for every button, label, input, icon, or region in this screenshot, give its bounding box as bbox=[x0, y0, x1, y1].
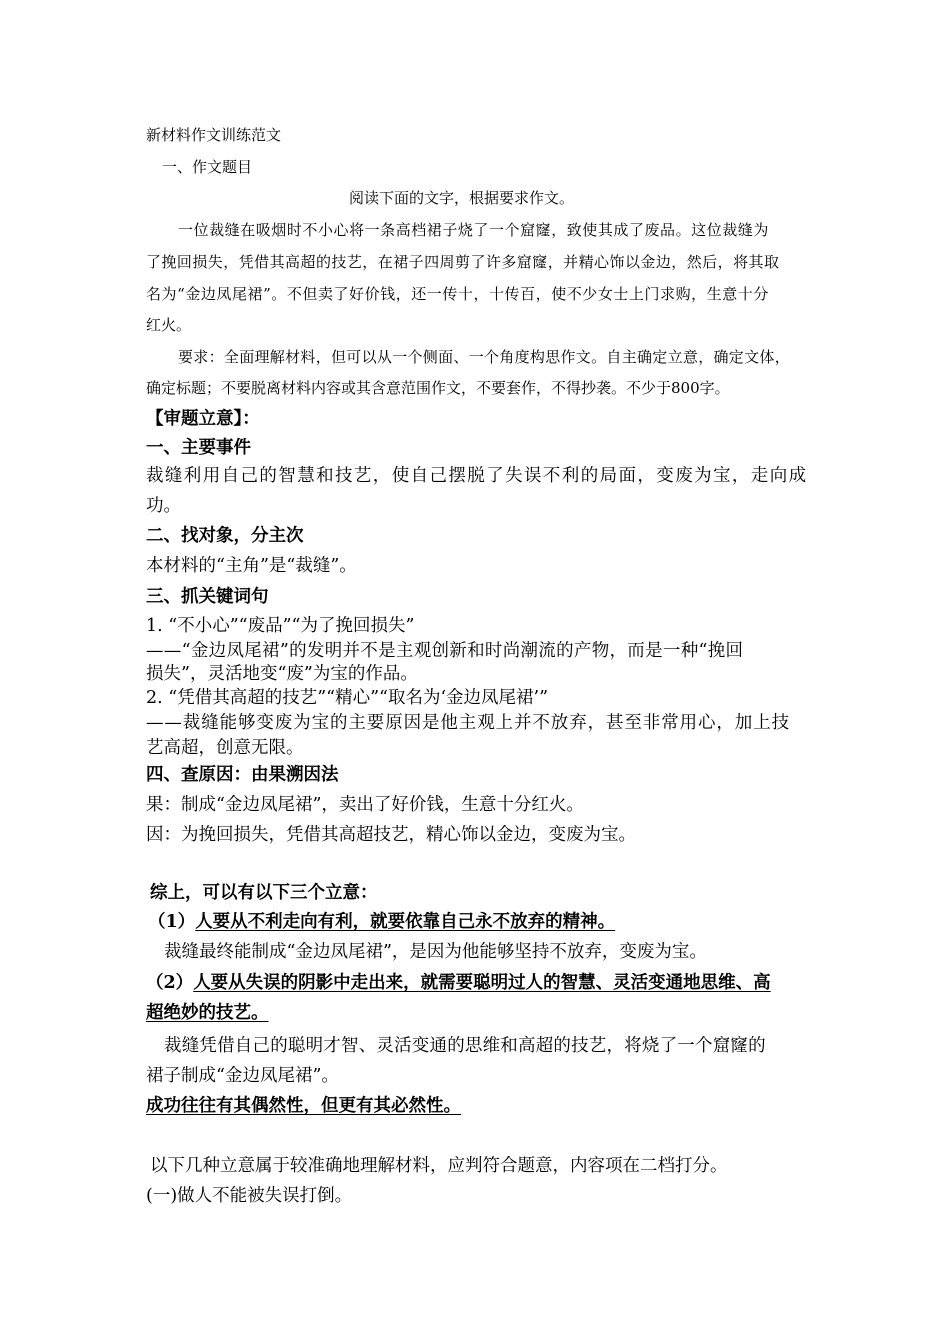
list-item-1: (一)做人不能被失误打倒。 bbox=[146, 1186, 353, 1206]
find-object-text: 本材料的“主角”是“裁缝”。 bbox=[146, 556, 357, 576]
cause-line: 因：为挽回损失，凭借其高超技艺，精心饰以金边，变废为宝。 bbox=[146, 825, 636, 845]
idea-1-prefix: （1） bbox=[148, 912, 196, 932]
idea-2-explanation-line-1: 裁缝凭借自己的聪明才智、灵活变通的思维和高超的技艺，将烧了一个窟窿的 bbox=[164, 1036, 766, 1056]
summary-heading: 综上，可以有以下三个立意： bbox=[150, 883, 378, 903]
idea-2-line-2 bbox=[146, 1005, 287, 1023]
idea-2-prefix: （2） bbox=[146, 973, 194, 993]
idea-3-text: 成功往往有其偶然性，但更有其必然性。 bbox=[146, 1096, 461, 1116]
grading-note: 以下几种立意属于较准确地理解材料，应判符合题意，内容项在二档打分。 bbox=[150, 1156, 728, 1176]
keyword-1: 1. “不小心”“废品”“为了挽回损失” bbox=[146, 616, 415, 636]
main-event-heading: 一、主要事件 bbox=[146, 438, 251, 458]
find-object-heading: 二、找对象，分主次 bbox=[146, 526, 304, 546]
idea-1-explanation: 裁缝最终能制成“金边凤尾裙”，是因为他能够坚持不放弃，变废为宝。 bbox=[164, 942, 707, 962]
keyword-1-explanation-line-1: ——“金边凤尾裙”的发明并不是主观创新和时尚潮流的产物，而是一种“挽回 bbox=[146, 641, 744, 661]
document-title: 新材料作文训练范文 bbox=[146, 126, 282, 144]
main-event-text-line-1: 裁缝利用自己的智慧和技艺，使自己摆脱了失误不利的局面，变废为宝，走向成 bbox=[146, 466, 808, 486]
keyword-1-explanation-line-2: 损失”，灵活地变“废”为宝的作品。 bbox=[146, 664, 418, 684]
effect-line: 果：制成“金边凤尾裙”，卖出了好价钱，生意十分红火。 bbox=[146, 795, 584, 815]
requirements-line-1: 要求：全面理解材料，但可以从一个侧面、一个角度构思作文。自主确定立意，确定文体， bbox=[178, 348, 791, 366]
requirements-line-2: 确定标题；不要脱离材料内容或其含意范围作文，不要套作，不得抄袭。不少于800字。 bbox=[146, 379, 730, 397]
section-heading-essay-topic: 一、作文题目 bbox=[162, 158, 253, 176]
idea-1 bbox=[148, 914, 633, 932]
keywords-heading: 三、抓关键词句 bbox=[146, 587, 269, 607]
idea-2-text-line-2: 超绝妙的技艺。 bbox=[146, 1003, 269, 1023]
analysis-heading: 【审题立意】： bbox=[146, 409, 260, 429]
idea-3 bbox=[146, 1098, 467, 1116]
idea-1-text: 人要从不利走向有利，就要依靠自己永不放弃的精神。 bbox=[195, 912, 616, 932]
idea-2-line-1 bbox=[146, 975, 771, 993]
keyword-2-explanation-line-1: ——裁缝能够变废为宝的主要原因是他主观上并不放弃，甚至非常用心，加上技 bbox=[146, 713, 790, 733]
material-line-2: 了挽回损失，凭借其高超的技艺，在裙子四周剪了许多窟窿，并精心饰以金边，然后，将其取 bbox=[146, 253, 780, 271]
main-event-text-line-2: 功。 bbox=[146, 496, 181, 516]
keyword-2-explanation-line-2: 艺高超，创意无限。 bbox=[146, 738, 304, 758]
keyword-2: 2. “凭借其高超的技艺”“精心”“取名为‘金边凤尾裙’” bbox=[146, 688, 549, 708]
material-line-3: 名为“金边凤尾裙”。不但卖了好价钱，还一传十，十传百，使不少女士上门求购，生意十分 bbox=[146, 285, 769, 303]
idea-2-text-line-1: 人要从失误的阴影中走出来，就需要聪明过人的智慧、灵活变通地思维、高 bbox=[193, 973, 771, 993]
material-line-4: 红火。 bbox=[146, 316, 192, 334]
idea-2-explanation-line-2: 裙子制成“金边凤尾裙”。 bbox=[146, 1066, 339, 1086]
prompt-instruction: 阅读下面的文字，根据要求作文。 bbox=[349, 189, 575, 207]
material-line-1: 一位裁缝在吸烟时不小心将一条高档裙子烧了一个窟窿，致使其成了废品。这位裁缝为 bbox=[178, 221, 769, 239]
cause-heading: 四、查原因：由果溯因法 bbox=[146, 765, 339, 785]
